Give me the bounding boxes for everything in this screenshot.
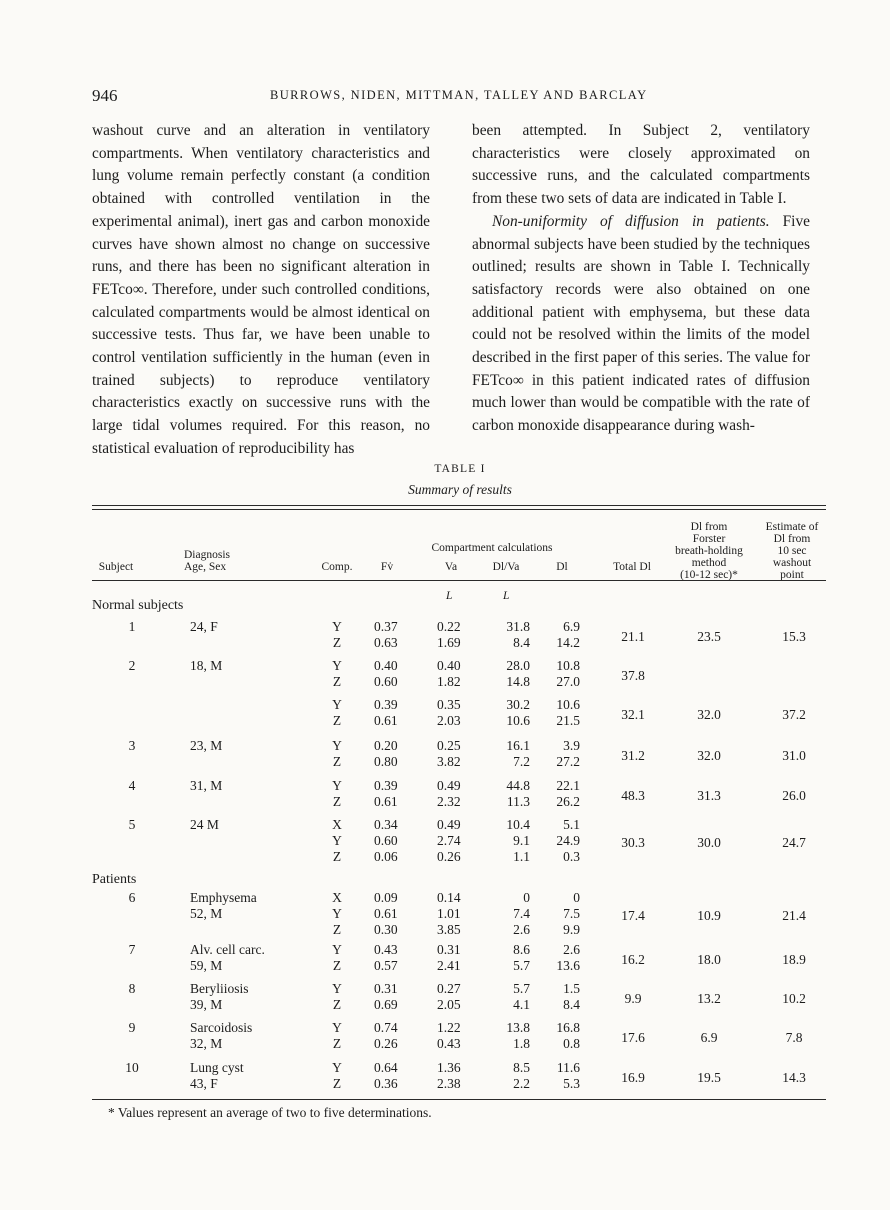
cell-comp: Y Z xyxy=(332,1060,342,1091)
cell-subject: 6 xyxy=(128,890,136,905)
cell-total-dl: 16.2 xyxy=(621,952,645,967)
cell-diagnosis: 31, M xyxy=(190,778,223,793)
cell-subject: 4 xyxy=(128,778,136,793)
cell-va: 0.27 2.05 xyxy=(437,981,461,1012)
section-heading: Non-uniformity of diffusion in patients. xyxy=(492,212,770,230)
cell-fv: 0.39 0.61 xyxy=(374,697,398,728)
cell-subject: 3 xyxy=(128,738,136,753)
cell-dlva: 16.1 7.2 xyxy=(506,738,530,769)
cell-diagnosis: Sarcoidosis 32, M xyxy=(190,1020,253,1051)
cell-forster-dl: 18.0 xyxy=(697,952,721,967)
table-header-rule xyxy=(92,580,826,581)
cell-dl: 2.6 13.6 xyxy=(556,942,580,973)
cell-dlva: 31.8 8.4 xyxy=(506,619,530,650)
group-label-normal: Normal subjects xyxy=(92,598,184,613)
cell-comp: Y Z xyxy=(332,981,342,1012)
unit-dlva: L xyxy=(503,590,510,602)
cell-va: 0.31 2.41 xyxy=(437,942,461,973)
cell-fv: 0.40 0.60 xyxy=(374,658,398,689)
cell-fv: 0.31 0.69 xyxy=(374,981,398,1012)
header-forster-line: (10-12 sec)* xyxy=(680,569,738,581)
cell-fv: 0.37 0.63 xyxy=(374,619,398,650)
cell-total-dl: 21.1 xyxy=(621,629,645,644)
cell-va: 1.36 2.38 xyxy=(437,1060,461,1091)
cell-subject: 5 xyxy=(128,817,136,832)
header-estimate-line: 10 sec xyxy=(777,545,807,557)
cell-total-dl: 16.9 xyxy=(621,1070,645,1085)
cell-dl: 6.9 14.2 xyxy=(556,619,580,650)
header-va: Va xyxy=(444,561,458,573)
header-forster-line: breath-holding xyxy=(675,545,743,557)
header-diagnosis-line: Age, Sex xyxy=(184,561,227,573)
cell-dlva: 8.5 2.2 xyxy=(513,1060,530,1091)
cell-forster-dl: 23.5 xyxy=(697,629,721,644)
header-forster-line: Dl from xyxy=(690,521,728,533)
group-label-patients: Patients xyxy=(92,872,137,887)
cell-va: 0.49 2.74 0.26 xyxy=(437,817,461,864)
header-estimate xyxy=(756,521,828,581)
cell-dlva: 13.8 1.8 xyxy=(506,1020,530,1051)
cell-diagnosis: Beryliiosis 39, M xyxy=(190,981,249,1012)
left-column xyxy=(92,120,430,461)
cell-forster-dl: 32.0 xyxy=(697,748,721,763)
header-forster-line: method xyxy=(691,557,727,569)
cell-fv: 0.20 0.80 xyxy=(374,738,398,769)
header-estimate-line: washout xyxy=(772,557,812,569)
cell-diagnosis: 24 M xyxy=(190,817,219,832)
cell-subject: 10 xyxy=(125,1060,139,1075)
cell-fv: 0.34 0.60 0.06 xyxy=(374,817,398,864)
cell-forster-dl: 13.2 xyxy=(697,991,721,1006)
header-dl: Dl xyxy=(556,561,568,573)
cell-comp: X Y Z xyxy=(332,817,342,864)
cell-total-dl: 17.6 xyxy=(621,1030,645,1045)
cell-subject: 1 xyxy=(128,619,136,634)
cell-comp: Y Z xyxy=(332,697,342,728)
cell-dl: 5.1 24.9 0.3 xyxy=(556,817,580,864)
cell-estimate-dl: 26.0 xyxy=(782,788,806,803)
cell-va: 0.22 1.69 xyxy=(437,619,461,650)
table-caption: Summary of results xyxy=(408,482,512,497)
cell-forster-dl: 6.9 xyxy=(700,1030,718,1045)
header-diagnosis-line: Diagnosis xyxy=(184,549,230,561)
cell-estimate-dl: 21.4 xyxy=(782,908,806,923)
header-comp: Comp. xyxy=(321,561,353,573)
cell-va: 0.40 1.82 xyxy=(437,658,461,689)
cell-diagnosis: 24, F xyxy=(190,619,218,634)
cell-comp: Y Z xyxy=(332,778,342,809)
cell-comp: Y Z xyxy=(332,942,342,973)
cell-dl: 10.6 21.5 xyxy=(556,697,580,728)
cell-total-dl: 31.2 xyxy=(621,748,645,763)
table-bottom-rule xyxy=(92,1099,826,1100)
table-top-rule-inner xyxy=(92,509,826,510)
cell-dl: 16.8 0.8 xyxy=(556,1020,580,1051)
cell-dlva: 5.7 4.1 xyxy=(513,981,530,1012)
cell-dl: 11.6 5.3 xyxy=(556,1060,580,1091)
cell-fv: 0.43 0.57 xyxy=(374,942,398,973)
header-fv: Fv̇ xyxy=(380,561,394,573)
left-column-text: washout curve and an alteration in ventilatory compartments. When ventilatory characteristics and lung volume remain perfectly constant (a condition obtained with controlled ventilation in the experimental animal), inert gas and carbon monoxide curves have shown almost no change on successive runs, and there has been no significant alteration in FETco∞. Therefore, under such controlled conditions, calculated compartments would be almost identical on successive tests. Thus far, we have been unable to control ventilation sufficiently in the human (even in trained subjects) to reproduce ventilatory characteristics exactly on successive runs with the large tidal volumes required. For this reason, no statistical evaluation of reproducibility has xyxy=(92,122,430,457)
cell-va: 0.14 1.01 3.85 xyxy=(437,890,461,937)
cell-comp: Y Z xyxy=(332,658,342,689)
cell-comp: Y Z xyxy=(332,619,342,650)
cell-forster-dl: 32.0 xyxy=(697,707,721,722)
cell-diagnosis: Alv. cell carc. 59, M xyxy=(190,942,265,973)
cell-va: 0.49 2.32 xyxy=(437,778,461,809)
cell-forster-dl: 31.3 xyxy=(697,788,721,803)
table-label: TABLE I xyxy=(434,463,486,475)
header-estimate-line: Estimate of xyxy=(765,521,819,533)
cell-total-dl: 30.3 xyxy=(621,835,645,850)
cell-dl: 22.1 26.2 xyxy=(556,778,580,809)
cell-va: 0.35 2.03 xyxy=(437,697,461,728)
cell-diagnosis: Emphysema 52, M xyxy=(190,890,257,921)
cell-subject: 2 xyxy=(128,658,136,673)
cell-total-dl: 32.1 xyxy=(621,707,645,722)
header-forster-line: Forster xyxy=(692,533,726,545)
cell-dlva: 0 7.4 2.6 xyxy=(513,890,530,937)
cell-estimate-dl: 15.3 xyxy=(782,629,806,644)
unit-va: L xyxy=(446,590,453,602)
header-diagnosis xyxy=(184,549,230,573)
cell-estimate-dl: 7.8 xyxy=(785,1030,803,1045)
right-column-paragraph-1: been attempted. In Subject 2, ventilatory characteristics were closely approximated on successive runs, and the calculated compartments from these two sets of data are indicated in Table I. xyxy=(472,122,810,208)
cell-subject: 8 xyxy=(128,981,136,996)
cell-comp: Y Z xyxy=(332,1020,342,1051)
cell-dlva: 10.4 9.1 1.1 xyxy=(506,817,530,864)
cell-forster-dl: 10.9 xyxy=(697,908,721,923)
right-column xyxy=(472,120,810,438)
cell-estimate-dl: 31.0 xyxy=(782,748,806,763)
header-forster xyxy=(662,521,756,581)
cell-dl: 10.8 27.0 xyxy=(556,658,580,689)
cell-fv: 0.39 0.61 xyxy=(374,778,398,809)
cell-total-dl: 37.8 xyxy=(621,668,645,683)
table-top-rule xyxy=(92,505,826,506)
cell-forster-dl: 30.0 xyxy=(697,835,721,850)
cell-dlva: 8.6 5.7 xyxy=(513,942,530,973)
cell-dl: 0 7.5 9.9 xyxy=(563,890,580,937)
cell-estimate-dl: 37.2 xyxy=(782,707,806,722)
cell-diagnosis: Lung cyst 43, F xyxy=(190,1060,244,1091)
cell-va: 1.22 0.43 xyxy=(437,1020,461,1051)
header-subject: Subject xyxy=(98,561,134,573)
cell-fv: 0.09 0.61 0.30 xyxy=(374,890,398,937)
cell-estimate-dl: 10.2 xyxy=(782,991,806,1006)
header-total-dl: Total Dl xyxy=(613,561,651,573)
cell-dlva: 44.8 11.3 xyxy=(506,778,530,809)
header-dlva: Dl/Va xyxy=(492,561,520,573)
cell-dl: 3.9 27.2 xyxy=(556,738,580,769)
header-compartment-calculations: Compartment calculations xyxy=(431,542,553,554)
cell-fv: 0.74 0.26 xyxy=(374,1020,398,1051)
right-column-paragraph-2-text: Five abnormal subjects have been studied by the techniques outlined; results are shown in Table I. Technically satisfactory records were also obtained on one additional patient with emphysema, but these data could not be resolved within the limits of the model described in the first paper of this series. The value for FETco∞ in this patient indicated rates of diffusion much lower than would be compatible with the rate of carbon monoxide disappearance during wash- xyxy=(472,212,810,435)
cell-subject: 9 xyxy=(128,1020,136,1035)
cell-estimate-dl: 18.9 xyxy=(782,952,806,967)
table-footnote: * Values represent an average of two to five determinations. xyxy=(108,1105,432,1120)
cell-total-dl: 17.4 xyxy=(621,908,645,923)
header-estimate-line: point xyxy=(780,569,804,581)
cell-comp: Y Z xyxy=(332,738,342,769)
cell-estimate-dl: 14.3 xyxy=(782,1070,806,1085)
cell-dlva: 30.2 10.6 xyxy=(506,697,530,728)
cell-forster-dl: 19.5 xyxy=(697,1070,721,1085)
running-head: BURROWS, NIDEN, MITTMAN, TALLEY AND BARCLAY xyxy=(270,88,648,102)
cell-fv: 0.64 0.36 xyxy=(374,1060,398,1091)
cell-diagnosis: 18, M xyxy=(190,658,223,673)
right-column-paragraph-2 xyxy=(472,211,810,438)
cell-diagnosis: 23, M xyxy=(190,738,223,753)
header-estimate-line: Dl from xyxy=(773,533,811,545)
cell-comp: X Y Z xyxy=(332,890,342,937)
cell-total-dl: 9.9 xyxy=(624,991,642,1006)
cell-va: 0.25 3.82 xyxy=(437,738,461,769)
cell-estimate-dl: 24.7 xyxy=(782,835,806,850)
page-number: 946 xyxy=(92,86,118,105)
cell-dl: 1.5 8.4 xyxy=(563,981,580,1012)
cell-total-dl: 48.3 xyxy=(621,788,645,803)
cell-dlva: 28.0 14.8 xyxy=(506,658,530,689)
cell-subject: 7 xyxy=(128,942,136,957)
